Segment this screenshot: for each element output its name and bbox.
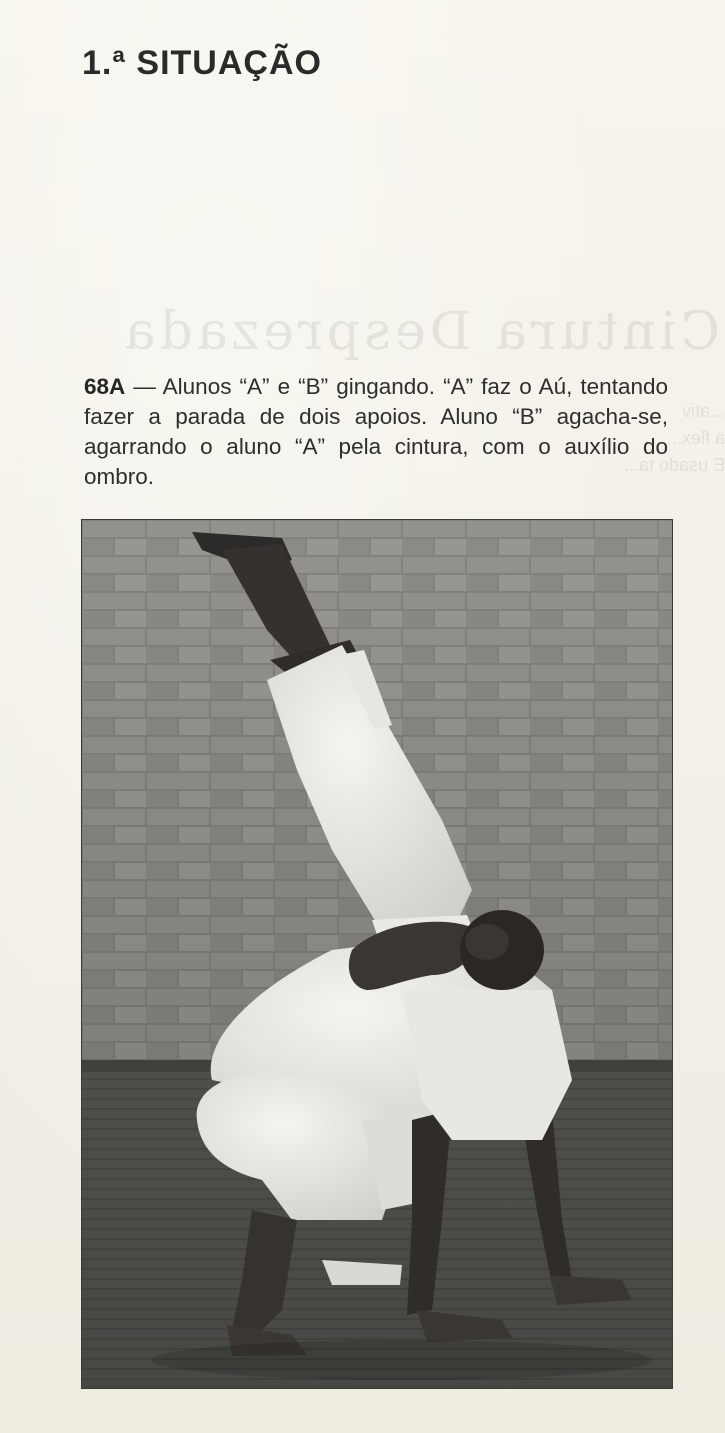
figure-caption [84, 372, 668, 492]
show-through-line: ...ativ [681, 401, 725, 421]
show-through-line: a flex... [666, 428, 725, 448]
page-title: 1.ª SITUAÇÃO [82, 44, 322, 82]
caption-text: — Alunos “A” e “B” gingando. “A” faz o Aú, tentando fazer a parada de dois apoios. Aluno “B” agacha-se, agarrando o aluno “A” pela cintura, com o auxílio do ombro. [84, 374, 668, 489]
show-through-line: E usado ta... [623, 455, 725, 475]
show-through-heading: Cintura Desprezada [120, 302, 720, 362]
figure-number: 68A [84, 374, 126, 399]
figure-photo [82, 520, 672, 1388]
photograph-capoeira-handstand-icon [82, 520, 672, 1388]
